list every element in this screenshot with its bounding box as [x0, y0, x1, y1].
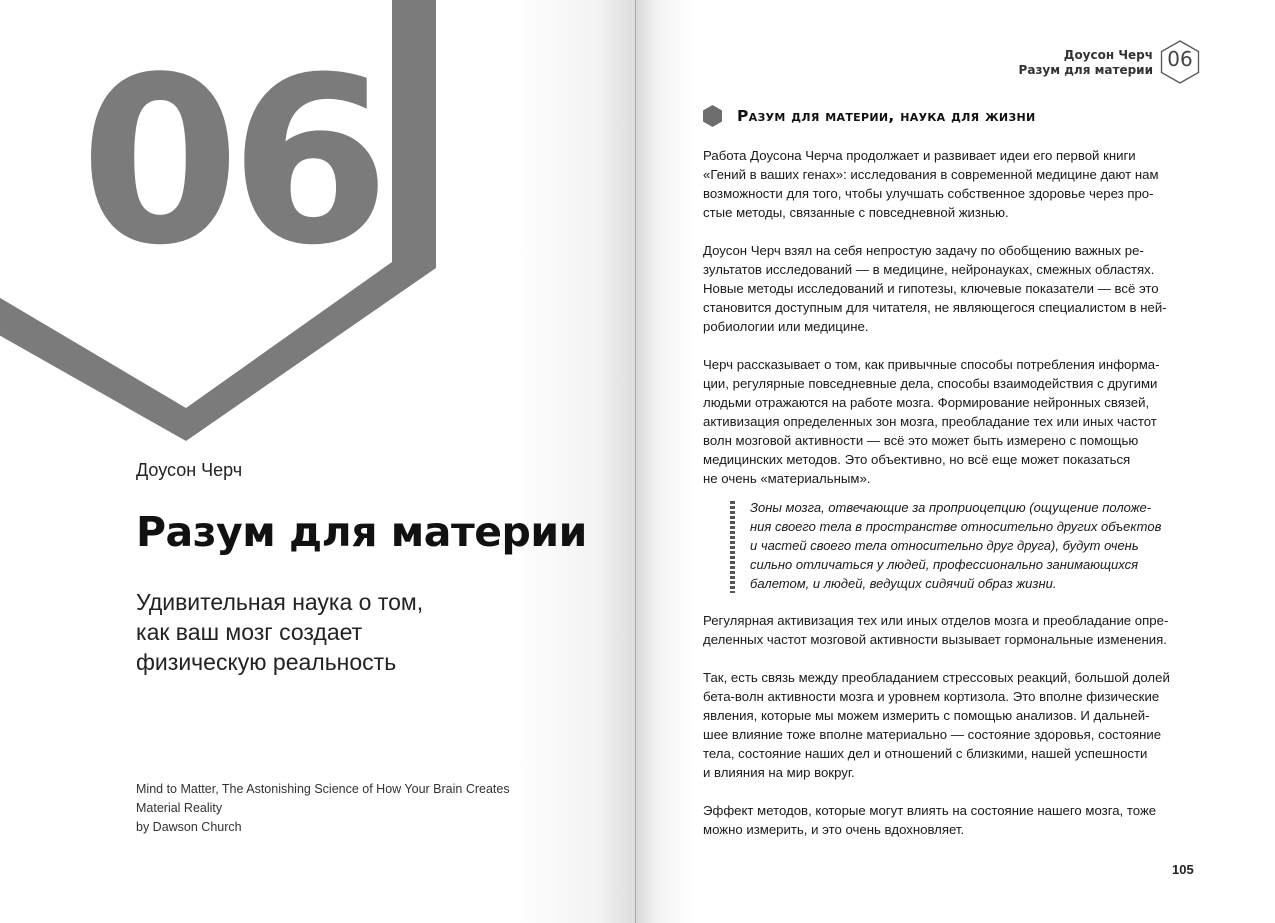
pull-quote — [735, 498, 1205, 593]
section-heading — [703, 105, 1036, 127]
paragraph-line: людьми отражаются на работе мозга. Формирование нейронных связей, — [703, 395, 1150, 410]
paragraph-line: возможности для того, чтобы улучшать собственное здоровье через про- — [703, 186, 1154, 201]
quote-line: балетом, и людей, ведущих сидячий образ жизни. — [750, 576, 1057, 591]
book-title: Разум для материи — [136, 508, 587, 556]
subtitle-line: Удивительная наука о том, — [136, 589, 424, 615]
paragraph-line: Новые методы исследований и гипотезы, ключевые показатели — всё это — [703, 281, 1159, 296]
paragraph-line: становится доступным для читателя, не являющегося специалистом в ней- — [703, 300, 1167, 315]
quote-line: сильно отличаться у людей, профессионально занимающихся — [750, 557, 1139, 572]
section-title: Разум для материи, наука для жизни — [737, 107, 1036, 125]
paragraph-line: Черч рассказывает о том, как привычные способы потребления информа- — [703, 357, 1160, 372]
original-title-block — [136, 780, 510, 837]
paragraph-line: ции, регулярные повседневные дела, способы взаимодействия с другими — [703, 376, 1158, 391]
paragraph-line: деленных частот мозговой активности вызывает гормональные изменения. — [703, 632, 1167, 647]
running-head-title: Разум для материи — [1018, 63, 1153, 77]
original-title-line: Mind to Matter, The Astonishing Science of How Your Brain Creates — [136, 782, 510, 796]
paragraph-line: «Гений в ваших генах»: исследования в современной медицине дают нам — [703, 167, 1159, 182]
quote-line: и частей своего тела относительно друг друга), будут очень — [750, 538, 1139, 553]
paragraph-line: не очень «материальным». — [703, 471, 871, 486]
running-head-author: Доусон Черч — [1063, 48, 1153, 62]
paragraph-line: Работа Доусона Черча продолжает и развивает идеи его первой книги — [703, 148, 1136, 163]
paragraph-line: шее влияние тоже вполне материально — состояние здоровья, состояние — [703, 727, 1162, 742]
author-name: Доусон Черч — [136, 460, 243, 480]
original-title-line: Material Reality — [136, 801, 223, 815]
paragraph-line: явления, которые мы можем измерить с помощью анализов. И дальней- — [703, 708, 1150, 723]
paragraph-line: тела, состояние наших дел и отношений с близкими, нашей успешности — [703, 746, 1148, 761]
paragraph-line: Регулярная активизация тех или иных отделов мозга и преобладание опре- — [703, 613, 1169, 628]
running-head-chapter-number: 06 — [1167, 47, 1193, 71]
body-text-bottom — [703, 611, 1203, 839]
paragraph-line: робиологии или медицине. — [703, 319, 869, 334]
paragraph-line: медицинских методов. Это объективно, но всё еще может показаться — [703, 452, 1131, 467]
paragraph-line: можно измерить, и это очень вдохновляет. — [703, 822, 965, 837]
subtitle-line: физическую реальность — [136, 649, 397, 675]
quote-line: Зоны мозга, отвечающие за проприоцепцию (ощущение положе- — [750, 500, 1152, 515]
quote-bar — [730, 501, 735, 593]
paragraph-line: бета-волн активности мозга и уровнем кортизола. Это вполне физические — [703, 689, 1160, 704]
chapter-number: 06 — [80, 29, 381, 296]
hexagon-bullet-icon — [703, 105, 722, 127]
paragraph-line: стые методы, связанные с повседневной жизнью. — [703, 205, 1009, 220]
running-head — [1019, 48, 1153, 78]
paragraph-line: волн мозговой активности — всё это может быть измерено с помощью — [703, 433, 1139, 448]
left-page — [0, 0, 636, 923]
paragraph-line: и влияния на мир вокруг. — [703, 765, 855, 780]
paragraph-line: Доусон Черч взял на себя непростую задачу по обобщению важных ре- — [703, 243, 1144, 258]
paragraph-line: зультатов исследований — в медицине, нейронауках, смежных областях. — [703, 262, 1155, 277]
page-number: 105 — [1172, 862, 1194, 877]
body-text-top — [703, 146, 1203, 488]
paragraph-line: Эффект методов, которые могут влиять на состояние нашего мозга, тоже — [703, 803, 1157, 818]
book-subtitle — [136, 587, 423, 677]
paragraph-line: Так, есть связь между преобладанием стрессовых реакций, большой долей — [703, 670, 1170, 685]
quote-line: ния своего тела в пространстве относительно других объектов — [750, 519, 1162, 534]
paragraph-line: активизация определенных зон мозга, преобладание тех или иных частот — [703, 414, 1157, 429]
original-author-line: by Dawson Church — [136, 820, 242, 834]
subtitle-line: как ваш мозг создает — [136, 619, 363, 645]
